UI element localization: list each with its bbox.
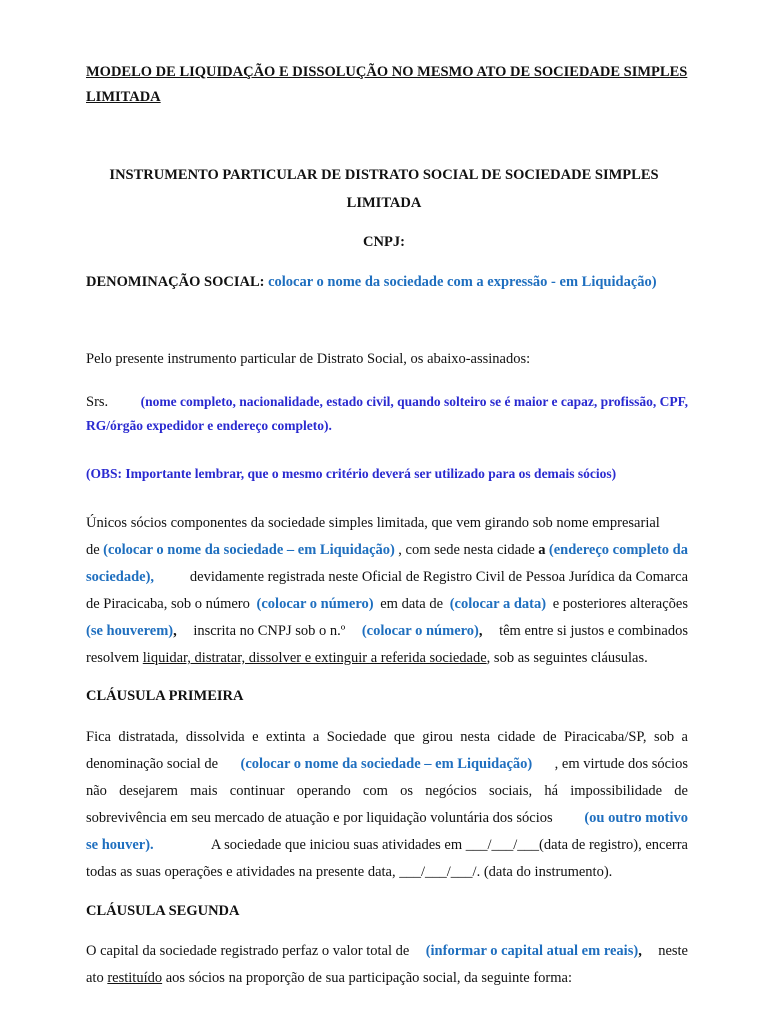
para1-line5	[86, 623, 688, 640]
para1-text: em data de	[380, 596, 444, 612]
clausula1-line5	[86, 837, 688, 854]
clausula1-text: A sociedade que iniciou suas atividades em ___/___/___(data de registro), encerra	[210, 837, 688, 853]
document-title-line1: MODELO DE LIQUIDAÇÃO E DISSOLUÇÃO NO MESMO ATO DE SOCIEDADE SIMPLES	[86, 64, 688, 80]
srs-line1	[86, 394, 688, 411]
denominacao-label: DENOMINAÇÃO SOCIAL:	[86, 274, 265, 290]
clausula-primeira-heading: CLÁUSULA PRIMEIRA	[86, 688, 244, 704]
denominacao-hint: colocar o nome da sociedade com a expressão - em Liquidação)	[268, 274, 657, 290]
para1-text: ,	[173, 623, 177, 639]
clausula1-text: sobrevivência em seu mercado de atuação e por liquidação voluntária dos sócios	[86, 810, 553, 826]
cnpj-number-hint: (colocar o número)	[361, 623, 479, 639]
document-title-line2: LIMITADA	[86, 89, 161, 105]
clausula2-line1	[86, 943, 688, 960]
clausula1-text: denominação social de	[86, 756, 219, 772]
para1-text: devidamente registrada neste Oficial de Registro Civil de Pessoa Jurídica da Comarca	[189, 569, 688, 585]
clausula2-line2	[86, 970, 572, 987]
date-hint: (colocar a data)	[449, 596, 547, 612]
dissolution-phrase: liquidar, distratar, dissolver e extinguir a referida sociedade	[142, 650, 487, 666]
clausula1-line2	[86, 756, 688, 773]
para1-text: têm entre si justos e combinados	[499, 623, 688, 639]
clausula1-line3: não desejarem mais continuar operando com os negócios sociais, há impossibilidade de	[86, 783, 688, 799]
clausula2-text: ,	[638, 943, 642, 959]
clausula1-text: , em virtude dos sócios	[554, 756, 688, 772]
obs-note: (OBS: Importante lembrar, que o mesmo critério deverá ser utilizado para os demais sócios)	[86, 466, 617, 481]
para1-text: ,	[478, 623, 483, 639]
capital-hint: (informar o capital atual em reais)	[425, 943, 639, 959]
para1-text: de	[86, 542, 100, 558]
clausula1-line6: todas as suas operações e atividades na presente data, ___/___/___/. (data do instrumento).	[86, 864, 613, 880]
clausula2-text: neste	[658, 943, 688, 959]
company-name-hint: (colocar o nome da sociedade – em Liquidação)	[103, 542, 395, 558]
para1-text: e posteriores alterações	[552, 596, 688, 612]
para1-line6	[86, 650, 648, 667]
restituido-word: restituído	[107, 970, 163, 986]
srs-prefix: Srs.	[86, 394, 109, 410]
clausula2-text: aos sócios na proporção de sua participação social, da seguinte forma:	[165, 970, 573, 986]
company-name-hint: (colocar o nome da sociedade – em Liquidação)	[240, 756, 533, 772]
para1-line1: Únicos sócios componentes da sociedade simples limitada, que vem girando sob nome empresarial	[86, 515, 660, 531]
clausula1-line4	[86, 810, 688, 827]
denominacao-social	[86, 274, 657, 291]
other-reason-hint: (ou outro motivo	[584, 810, 688, 826]
clausula1-line1: Fica distratada, dissolvida e extinta a Sociedade que girou nesta cidade de Piracicaba/SP, sob a	[86, 729, 688, 745]
para1-text: , com sede nesta cidade	[398, 542, 535, 558]
address-hint: (endereço completo da	[548, 542, 688, 558]
instrument-heading-line1: INSTRUMENTO PARTICULAR DE DISTRATO SOCIAL DE SOCIEDADE SIMPLES	[109, 167, 659, 183]
clausula-segunda-heading: CLÁUSULA SEGUNDA	[86, 903, 240, 919]
registration-number-hint: (colocar o número)	[256, 596, 374, 612]
clausula2-text: ato	[86, 970, 104, 986]
srs-hint-line1: (nome completo, nacionalidade, estado civil, quando solteiro se é maior e capaz, profissão, CPF,	[140, 394, 688, 409]
para1-text: a	[538, 542, 546, 558]
para1-text: resolvem	[86, 650, 140, 666]
para1-text: de Piracicaba, sob o número	[86, 596, 250, 612]
cnpj-label: CNPJ:	[363, 234, 405, 250]
para1-text: inscrita no CNPJ sob o n.º	[193, 623, 346, 639]
other-reason-hint-end: se houver).	[86, 837, 154, 853]
amendments-hint: (se houverem)	[86, 623, 174, 639]
para1-text: , sob as seguintes cláusulas.	[486, 650, 648, 666]
instrument-heading-line2: LIMITADA	[346, 195, 422, 211]
intro-text: Pelo presente instrumento particular de Distrato Social, os abaixo-assinados:	[86, 351, 531, 367]
para1-line2	[86, 542, 688, 559]
para1-line4	[86, 596, 688, 613]
address-hint-end: sociedade),	[86, 569, 155, 585]
srs-hint-line2: RG/órgão expedidor e endereço completo).	[86, 418, 332, 433]
para1-line3	[86, 569, 688, 586]
clausula2-text: O capital da sociedade registrado perfaz o valor total de	[86, 943, 410, 959]
